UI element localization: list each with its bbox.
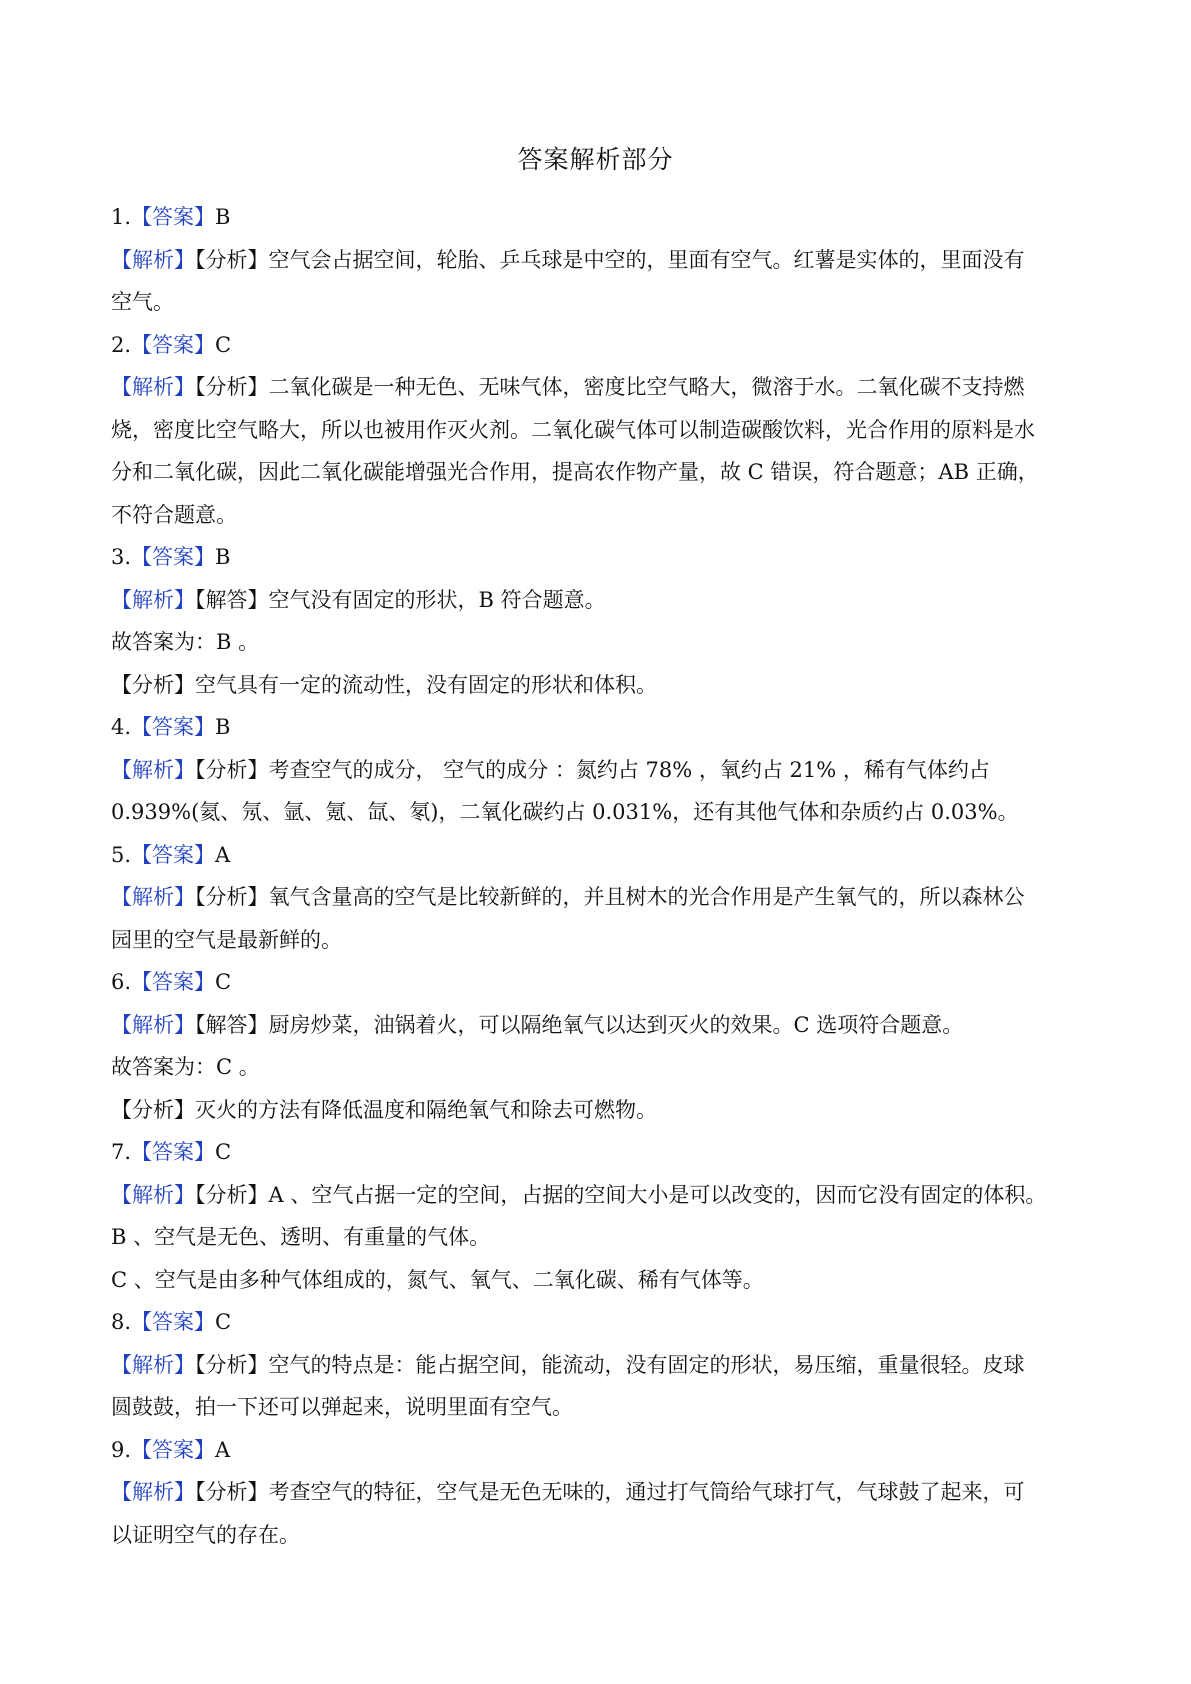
answer-value: B (215, 545, 231, 569)
line-text: 【分析】空气的特点是：能占据空间，能流动，没有固定的形状，易压缩，重量很轻。皮球 (195, 1352, 1025, 1377)
text-line (111, 1046, 1096, 1089)
text-line (111, 451, 1096, 494)
question-answer-line (111, 1131, 1096, 1174)
line-text: 烧，密度比空气略大，所以也被用作灭火剂。二氧化碳气体可以制造碳酸饮料，光合作用的原料是水 (111, 417, 1035, 442)
question-number: 4. (111, 715, 132, 739)
text-line (111, 494, 1096, 537)
question-number: 9. (111, 1437, 132, 1462)
text-line (111, 664, 1096, 707)
answer-value: C (215, 1140, 232, 1164)
answer-value: B (215, 205, 231, 229)
question-answer-line (111, 834, 1096, 877)
page-title: 答案解析部分 (517, 145, 674, 174)
answer-tag: 【答案】 (131, 205, 216, 229)
text-line (111, 1216, 1096, 1259)
line-text: 【解答】厨房炒菜，油锅着火，可以隔绝氧气以达到灭火的效果。C 选项符合题意。 (195, 1012, 964, 1037)
question-number: 6. (111, 970, 132, 994)
line-text: 【分析】A 、空气占据一定的空间，占据的空间大小是可以改变的，因而它没有固定的体积。 (195, 1182, 1047, 1207)
line-text: 【分析】灭火的方法有降低温度和隔绝氧气和除去可燃物。 (111, 1097, 657, 1122)
analysis-line (111, 1174, 1096, 1217)
answer-value: C (215, 1310, 232, 1334)
line-text: 【解答】空气没有固定的形状，B 符合题意。 (195, 587, 606, 612)
question-answer-line (111, 961, 1096, 1004)
line-text: 不符合题意。 (111, 502, 237, 527)
question-number: 2. (111, 332, 132, 357)
analysis-line (111, 239, 1096, 282)
question-number: 3. (111, 545, 132, 569)
line-text: 【分析】二氧化碳是一种无色、无味气体，密度比空气略大，微溶于水。二氧化碳不支持燃 (195, 375, 1025, 399)
answer-tag: 【答案】 (131, 715, 216, 739)
text-line (111, 1514, 1096, 1557)
answer-value: A (215, 1437, 231, 1462)
line-text: 【分析】空气会占据空间，轮胎、乒乓球是中空的，里面有空气。红薯是实体的，里面没有 (195, 247, 1025, 272)
line-text: 0.939%(氦、氖、氩、氪、氙、氡)，二氧化碳约占 0.031%，还有其他气体和杂质约占 0.03%。 (111, 800, 1019, 824)
analysis-line (111, 1471, 1096, 1514)
analysis-line (111, 366, 1096, 409)
answer-tag: 【答案】 (131, 545, 216, 569)
line-text: 【分析】氧气含量高的空气是比较新鲜的，并且树木的光合作用是产生氧气的，所以森林公 (195, 885, 1025, 909)
line-text: 【分析】空气具有一定的流动性，没有固定的形状和体积。 (111, 672, 657, 697)
text-line (111, 1259, 1096, 1302)
line-text: 分和二氧化碳，因此二氧化碳能增强光合作用，提高农作物产量，故 C 错误，符合题意；AB 正确， (111, 460, 1039, 484)
line-text: B 、空气是无色、透明、有重量的气体。 (111, 1225, 491, 1249)
analysis-line (111, 1344, 1096, 1387)
answer-tag: 【答案】 (131, 970, 216, 994)
text-line (111, 409, 1096, 452)
answer-content (111, 196, 1096, 1556)
question-answer-line (111, 324, 1096, 367)
text-line (111, 1089, 1096, 1132)
analysis-tag: 【解析】 (111, 375, 195, 399)
answer-tag: 【答案】 (131, 1310, 216, 1334)
analysis-line (111, 1004, 1096, 1047)
analysis-tag: 【解析】 (111, 1182, 195, 1207)
answer-value: C (215, 332, 232, 357)
line-text: 圆鼓鼓，拍一下还可以弹起来，说明里面有空气。 (111, 1395, 573, 1419)
question-answer-line (111, 1429, 1096, 1472)
question-number: 5. (111, 842, 132, 867)
line-text: 园里的空气是最新鲜的。 (111, 927, 342, 952)
question-answer-line (111, 706, 1096, 749)
question-answer-line (111, 1301, 1096, 1344)
text-line (111, 919, 1096, 962)
text-line (111, 281, 1096, 324)
answer-tag: 【答案】 (131, 842, 216, 867)
analysis-tag: 【解析】 (111, 587, 195, 612)
line-text: C 、空气是由多种气体组成的，氮气、氧气、二氧化碳、稀有气体等。 (111, 1267, 764, 1292)
line-text: 【分析】考查空气的成分， 空气的成分 ：氮约占 78% ，氧约占 21% ，稀有气体约占 (195, 757, 990, 782)
question-number: 7. (111, 1140, 132, 1164)
answer-value: A (215, 842, 231, 867)
answer-tag: 【答案】 (131, 1437, 216, 1462)
answer-value: C (215, 970, 232, 994)
answer-tag: 【答案】 (131, 332, 216, 357)
line-text: 以证明空气的存在。 (111, 1522, 300, 1547)
line-text: 故答案为：B 。 (111, 630, 260, 654)
text-line (111, 1386, 1096, 1429)
line-text: 故答案为：C 。 (111, 1055, 260, 1079)
analysis-tag: 【解析】 (111, 757, 195, 782)
text-line (111, 621, 1096, 664)
analysis-tag: 【解析】 (111, 247, 195, 272)
question-answer-line (111, 536, 1096, 579)
question-answer-line (111, 196, 1096, 239)
question-number: 8. (111, 1310, 132, 1334)
analysis-line (111, 579, 1096, 622)
answer-tag: 【答案】 (131, 1140, 216, 1164)
line-text: 【分析】考查空气的特征，空气是无色无味的，通过打气筒给气球打气，气球鼓了起来，可 (195, 1480, 1025, 1504)
analysis-tag: 【解析】 (111, 1480, 195, 1504)
question-number: 1. (111, 205, 132, 229)
analysis-tag: 【解析】 (111, 1352, 195, 1377)
analysis-tag: 【解析】 (111, 885, 195, 909)
analysis-tag: 【解析】 (111, 1012, 195, 1037)
analysis-line (111, 749, 1096, 792)
analysis-line (111, 876, 1096, 919)
text-line (111, 791, 1096, 834)
line-text: 空气。 (111, 290, 174, 314)
answer-value: B (215, 715, 231, 739)
